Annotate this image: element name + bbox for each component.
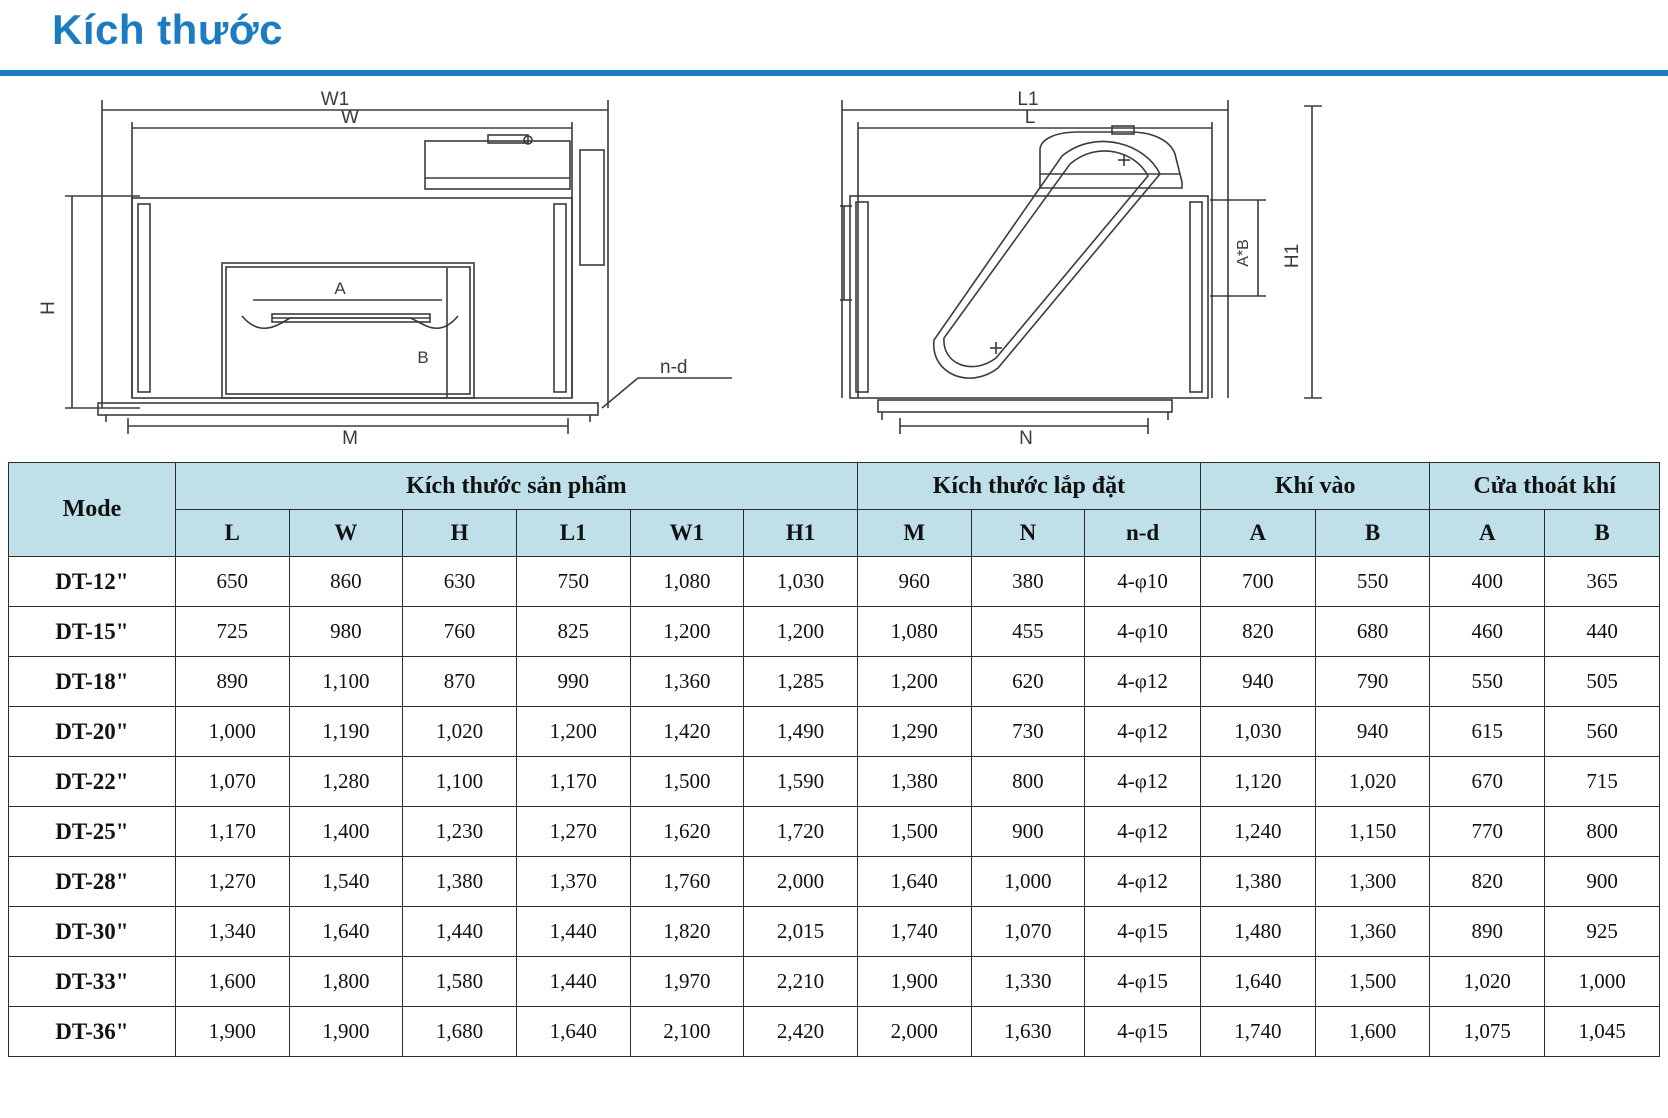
svg-text:A: A bbox=[334, 279, 346, 298]
cell-w1: 1,500 bbox=[630, 757, 744, 807]
svg-text:L: L bbox=[1024, 107, 1036, 128]
cell-outlet-a: 1,020 bbox=[1430, 957, 1545, 1007]
cell-model: DT-25" bbox=[9, 807, 176, 857]
header-sub-outlet-a: A bbox=[1430, 510, 1545, 557]
cell-w1: 1,620 bbox=[630, 807, 744, 857]
cell-outlet-a: 400 bbox=[1430, 557, 1545, 607]
cell-n: 900 bbox=[971, 807, 1085, 857]
page-header bbox=[0, 0, 1668, 78]
cell-w1: 1,420 bbox=[630, 707, 744, 757]
table-row bbox=[9, 907, 1660, 957]
cell-m: 1,900 bbox=[857, 957, 971, 1007]
cell-inlet-b: 1,500 bbox=[1315, 957, 1430, 1007]
cell-outlet-a: 820 bbox=[1430, 857, 1545, 907]
cell-inlet-b: 1,360 bbox=[1315, 907, 1430, 957]
svg-text:H1: H1 bbox=[1282, 243, 1303, 269]
side-view-drawing bbox=[830, 78, 1530, 463]
cell-inlet-a: 940 bbox=[1201, 657, 1316, 707]
header-sub-l1: L1 bbox=[516, 510, 630, 557]
cell-model: DT-20" bbox=[9, 707, 176, 757]
cell-h: 870 bbox=[403, 657, 517, 707]
cell-inlet-a: 1,740 bbox=[1201, 1007, 1316, 1057]
cell-w: 1,400 bbox=[289, 807, 403, 857]
svg-text:N: N bbox=[1019, 428, 1033, 449]
cell-h: 1,380 bbox=[403, 857, 517, 907]
header-group-install-dims: Kích thước lắp đặt bbox=[857, 463, 1200, 510]
cell-outlet-b: 900 bbox=[1545, 857, 1660, 907]
cell-w1: 1,360 bbox=[630, 657, 744, 707]
table-row bbox=[9, 1007, 1660, 1057]
header-sub-w1: W1 bbox=[630, 510, 744, 557]
cell-w: 1,280 bbox=[289, 757, 403, 807]
table-row bbox=[9, 857, 1660, 907]
cell-outlet-a: 1,075 bbox=[1430, 1007, 1545, 1057]
cell-w: 1,800 bbox=[289, 957, 403, 1007]
cell-l: 1,900 bbox=[175, 1007, 289, 1057]
table-row bbox=[9, 707, 1660, 757]
cell-outlet-b: 925 bbox=[1545, 907, 1660, 957]
header-sub-outlet-b: B bbox=[1545, 510, 1660, 557]
cell-outlet-a: 770 bbox=[1430, 807, 1545, 857]
cell-inlet-b: 940 bbox=[1315, 707, 1430, 757]
cell-model: DT-36" bbox=[9, 1007, 176, 1057]
table-header bbox=[9, 463, 1660, 557]
cell-n: 1,070 bbox=[971, 907, 1085, 957]
cell-m: 2,000 bbox=[857, 1007, 971, 1057]
cell-outlet-b: 365 bbox=[1545, 557, 1660, 607]
cell-h1: 2,210 bbox=[744, 957, 858, 1007]
cell-model: DT-22" bbox=[9, 757, 176, 807]
cell-h1: 1,490 bbox=[744, 707, 858, 757]
cell-l1: 1,270 bbox=[516, 807, 630, 857]
cell-inlet-b: 1,300 bbox=[1315, 857, 1430, 907]
header-sub-l: L bbox=[175, 510, 289, 557]
cell-nd: 4-φ12 bbox=[1085, 857, 1201, 907]
cell-m: 1,740 bbox=[857, 907, 971, 957]
header-divider bbox=[0, 70, 1668, 76]
cell-inlet-b: 1,150 bbox=[1315, 807, 1430, 857]
cell-l: 1,600 bbox=[175, 957, 289, 1007]
svg-text:H: H bbox=[38, 301, 59, 315]
cell-l: 1,270 bbox=[175, 857, 289, 907]
table-body bbox=[9, 557, 1660, 1057]
cell-n: 1,630 bbox=[971, 1007, 1085, 1057]
cell-nd: 4-φ15 bbox=[1085, 907, 1201, 957]
svg-text:W1: W1 bbox=[320, 89, 350, 110]
cell-model: DT-33" bbox=[9, 957, 176, 1007]
cell-w1: 1,200 bbox=[630, 607, 744, 657]
cell-l: 1,340 bbox=[175, 907, 289, 957]
cell-nd: 4-φ12 bbox=[1085, 807, 1201, 857]
cell-h: 630 bbox=[403, 557, 517, 607]
cell-h1: 1,285 bbox=[744, 657, 858, 707]
table-row bbox=[9, 807, 1660, 857]
cell-nd: 4-φ12 bbox=[1085, 757, 1201, 807]
header-sub-inlet-a: A bbox=[1201, 510, 1316, 557]
dimensions-table bbox=[8, 462, 1660, 1057]
cell-inlet-a: 1,120 bbox=[1201, 757, 1316, 807]
cell-m: 1,500 bbox=[857, 807, 971, 857]
svg-text:L1: L1 bbox=[1017, 89, 1039, 110]
cell-inlet-b: 680 bbox=[1315, 607, 1430, 657]
cell-n: 1,000 bbox=[971, 857, 1085, 907]
cell-w: 1,100 bbox=[289, 657, 403, 707]
table-row bbox=[9, 757, 1660, 807]
cell-m: 1,200 bbox=[857, 657, 971, 707]
cell-inlet-a: 700 bbox=[1201, 557, 1316, 607]
cell-outlet-b: 1,045 bbox=[1545, 1007, 1660, 1057]
header-sub-n: N bbox=[971, 510, 1085, 557]
cell-w1: 1,970 bbox=[630, 957, 744, 1007]
cell-outlet-b: 800 bbox=[1545, 807, 1660, 857]
cell-outlet-b: 560 bbox=[1545, 707, 1660, 757]
cell-l: 1,070 bbox=[175, 757, 289, 807]
cell-h1: 1,200 bbox=[744, 607, 858, 657]
table-header-group-row bbox=[9, 463, 1660, 510]
cell-w1: 1,760 bbox=[630, 857, 744, 907]
cell-h1: 1,590 bbox=[744, 757, 858, 807]
cell-w: 1,540 bbox=[289, 857, 403, 907]
cell-l1: 1,640 bbox=[516, 1007, 630, 1057]
header-sub-h1: H1 bbox=[744, 510, 858, 557]
header-sub-nd: n-d bbox=[1085, 510, 1201, 557]
cell-m: 960 bbox=[857, 557, 971, 607]
cell-inlet-a: 1,030 bbox=[1201, 707, 1316, 757]
svg-text:M: M bbox=[342, 428, 358, 449]
cell-h1: 1,720 bbox=[744, 807, 858, 857]
cell-outlet-b: 440 bbox=[1545, 607, 1660, 657]
header-sub-w: W bbox=[289, 510, 403, 557]
cell-model: DT-12" bbox=[9, 557, 176, 607]
cell-h: 1,440 bbox=[403, 907, 517, 957]
cell-l: 890 bbox=[175, 657, 289, 707]
cell-n: 730 bbox=[971, 707, 1085, 757]
cell-n: 380 bbox=[971, 557, 1085, 607]
cell-h: 1,020 bbox=[403, 707, 517, 757]
cell-h: 1,680 bbox=[403, 1007, 517, 1057]
header-sub-h: H bbox=[403, 510, 517, 557]
cell-nd: 4-φ15 bbox=[1085, 1007, 1201, 1057]
cell-l1: 825 bbox=[516, 607, 630, 657]
header-sub-m: M bbox=[857, 510, 971, 557]
cell-w1: 1,080 bbox=[630, 557, 744, 607]
front-view-drawing bbox=[10, 78, 810, 463]
cell-l: 1,000 bbox=[175, 707, 289, 757]
cell-l1: 1,170 bbox=[516, 757, 630, 807]
cell-w: 1,640 bbox=[289, 907, 403, 957]
cell-inlet-b: 1,020 bbox=[1315, 757, 1430, 807]
table-row bbox=[9, 557, 1660, 607]
cell-l1: 1,440 bbox=[516, 907, 630, 957]
cell-h1: 1,030 bbox=[744, 557, 858, 607]
cell-w1: 2,100 bbox=[630, 1007, 744, 1057]
cell-w: 980 bbox=[289, 607, 403, 657]
cell-inlet-b: 790 bbox=[1315, 657, 1430, 707]
table-row bbox=[9, 657, 1660, 707]
table-row bbox=[9, 957, 1660, 1007]
cell-outlet-a: 670 bbox=[1430, 757, 1545, 807]
cell-inlet-a: 1,640 bbox=[1201, 957, 1316, 1007]
cell-nd: 4-φ15 bbox=[1085, 957, 1201, 1007]
cell-outlet-b: 715 bbox=[1545, 757, 1660, 807]
cell-h: 1,580 bbox=[403, 957, 517, 1007]
cell-model: DT-28" bbox=[9, 857, 176, 907]
header-sub-inlet-b: B bbox=[1315, 510, 1430, 557]
header-group-air-outlet: Cửa thoát khí bbox=[1430, 463, 1660, 510]
cell-l: 650 bbox=[175, 557, 289, 607]
cell-outlet-a: 460 bbox=[1430, 607, 1545, 657]
drawings-area bbox=[0, 78, 1668, 458]
cell-h1: 2,015 bbox=[744, 907, 858, 957]
cell-l1: 750 bbox=[516, 557, 630, 607]
cell-nd: 4-φ10 bbox=[1085, 607, 1201, 657]
cell-model: DT-18" bbox=[9, 657, 176, 707]
cell-m: 1,080 bbox=[857, 607, 971, 657]
cell-w: 1,190 bbox=[289, 707, 403, 757]
cell-outlet-a: 550 bbox=[1430, 657, 1545, 707]
cell-w: 1,900 bbox=[289, 1007, 403, 1057]
page-title: Kích thước bbox=[52, 6, 283, 53]
svg-text:B: B bbox=[417, 348, 429, 367]
cell-inlet-a: 1,240 bbox=[1201, 807, 1316, 857]
cell-h1: 2,420 bbox=[744, 1007, 858, 1057]
cell-l1: 990 bbox=[516, 657, 630, 707]
cell-inlet-b: 550 bbox=[1315, 557, 1430, 607]
cell-model: DT-30" bbox=[9, 907, 176, 957]
cell-n: 1,330 bbox=[971, 957, 1085, 1007]
cell-model: DT-15" bbox=[9, 607, 176, 657]
cell-h: 1,100 bbox=[403, 757, 517, 807]
cell-w: 860 bbox=[289, 557, 403, 607]
header-group-product-dims: Kích thước sản phẩm bbox=[175, 463, 857, 510]
cell-outlet-a: 890 bbox=[1430, 907, 1545, 957]
cell-inlet-a: 1,380 bbox=[1201, 857, 1316, 907]
cell-inlet-a: 820 bbox=[1201, 607, 1316, 657]
cell-l1: 1,200 bbox=[516, 707, 630, 757]
cell-l1: 1,440 bbox=[516, 957, 630, 1007]
header-model: Mode bbox=[9, 463, 176, 557]
cell-m: 1,290 bbox=[857, 707, 971, 757]
cell-h: 1,230 bbox=[403, 807, 517, 857]
cell-outlet-b: 1,000 bbox=[1545, 957, 1660, 1007]
cell-h1: 2,000 bbox=[744, 857, 858, 907]
cell-nd: 4-φ10 bbox=[1085, 557, 1201, 607]
cell-outlet-a: 615 bbox=[1430, 707, 1545, 757]
svg-text:n-d: n-d bbox=[660, 357, 688, 378]
dimensions-table-wrapper bbox=[8, 462, 1660, 1057]
cell-nd: 4-φ12 bbox=[1085, 707, 1201, 757]
table-row bbox=[9, 607, 1660, 657]
cell-l: 1,170 bbox=[175, 807, 289, 857]
cell-m: 1,640 bbox=[857, 857, 971, 907]
table-header-sub-row bbox=[9, 510, 1660, 557]
svg-text:A*B: A*B bbox=[1235, 239, 1252, 267]
cell-outlet-b: 505 bbox=[1545, 657, 1660, 707]
cell-nd: 4-φ12 bbox=[1085, 657, 1201, 707]
cell-w1: 1,820 bbox=[630, 907, 744, 957]
cell-h: 760 bbox=[403, 607, 517, 657]
svg-text:W: W bbox=[341, 107, 359, 128]
cell-l: 725 bbox=[175, 607, 289, 657]
cell-m: 1,380 bbox=[857, 757, 971, 807]
cell-n: 455 bbox=[971, 607, 1085, 657]
cell-n: 620 bbox=[971, 657, 1085, 707]
cell-inlet-b: 1,600 bbox=[1315, 1007, 1430, 1057]
cell-l1: 1,370 bbox=[516, 857, 630, 907]
header-group-air-inlet: Khí vào bbox=[1201, 463, 1430, 510]
cell-n: 800 bbox=[971, 757, 1085, 807]
cell-inlet-a: 1,480 bbox=[1201, 907, 1316, 957]
